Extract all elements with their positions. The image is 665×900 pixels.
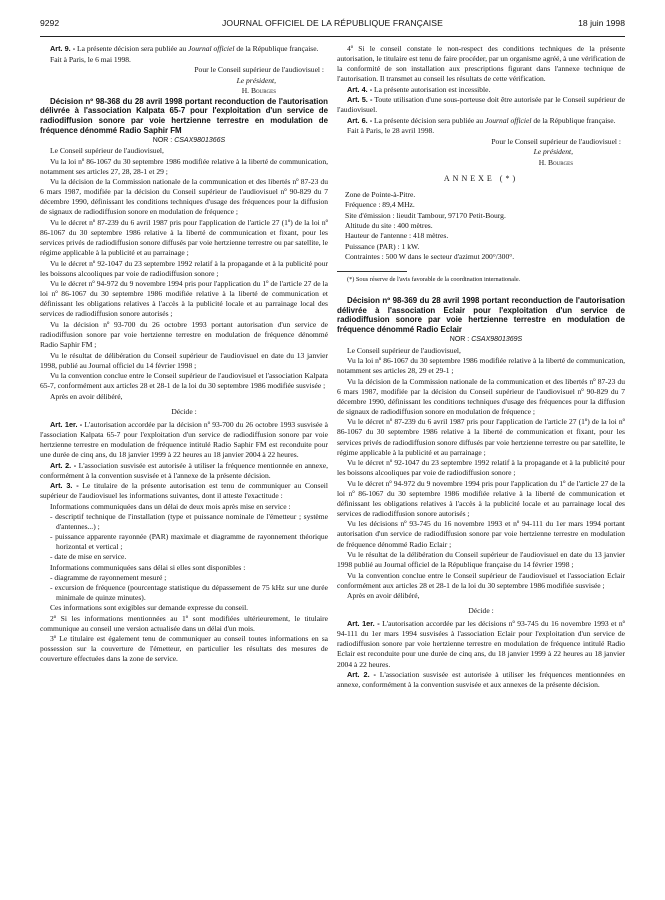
body-paragraph: Le Conseil supérieur de l'audiovisuel,: [50, 146, 164, 156]
annex-item: Fréquence : 89,4 MHz.: [345, 200, 415, 210]
signature-pour: Pour le Conseil supérieur de l'audiovisuel :: [194, 65, 324, 75]
fait-a-paris: Fait à Paris, le 28 avril 1998.: [347, 126, 435, 136]
article-5: Art. 5. - Toute utilisation d'une sous-porteuse doit être autorisée par le Conseil supérieur de l'audiovisuel.: [337, 95, 625, 115]
annex-item: Hauteur de l'antenne : 418 mètres.: [345, 231, 449, 241]
article-3-tail: 3º Le titulaire est également tenu de communiquer au conseil toutes informations en sa possession sur la couverture de l'émetteur, en particulier les résultats des mesures de couverture effectuées dans la zone de service.: [40, 634, 328, 664]
list-item: - puissance apparente rayonnée (PAR) maximale et diagramme de rayonnement théorique horizontal et vertical ;: [50, 532, 328, 552]
body-paragraph: Vu le décret nº 92-1047 du 23 septembre 1992 relatif à la propagande et à la publicité pour les boissons alcooliques par voie de radiodiffusion sonore ;: [337, 458, 625, 478]
journal-title: JOURNAL OFFICIEL DE LA RÉPUBLIQUE FRANÇAISE: [222, 18, 443, 28]
body-paragraph: Après en avoir délibéré,: [50, 391, 123, 401]
signature-role: Le président,: [533, 147, 573, 157]
decision-body: [40, 146, 328, 402]
signature-pour: Pour le Conseil supérieur de l'audiovisuel :: [491, 136, 621, 146]
body-paragraph: Vu le résultat de délibération du Conseil supérieur de l'audiovisuel en date du 13 janvier 1998, publié au Journal officiel du 14 février 1998 ;: [40, 350, 328, 370]
decide-heading: Décide :: [468, 606, 494, 616]
article-6: Art. 6. - La présente décision sera publiée au Journal officiel de la République française.: [347, 115, 616, 125]
body-paragraph: Vu le décret nº 94-972 du 9 novembre 1994 pris pour l'application du 1º de l'article 27 de la loi nº 86-1067 du 30 septembre 1986 modifiée relative à la liberté de communication et définissant les obligations relatives à l'accès à la publicité locale et au parrainage local des services de radiodiffusion sonore autorisés ;: [40, 279, 328, 319]
article-9: Art. 9. - La présente décision sera publiée au Journal officiel de la République française.: [50, 44, 319, 53]
right-column: [337, 44, 625, 691]
paragraph-4: 4º Si le conseil constate le non-respect des conditions techniques de la présente autorisation, le titulaire est tenu de faire procéder, par un organisme agréé, à une vérification de la conformité de son installation aux prescriptions figurant dans l'annexe technique de l'autorisation. Il transmet au conseil les résultats de cette vérification.: [337, 44, 625, 84]
left-column: [40, 44, 328, 665]
article-3-tail: 2º Si les informations mentionnées au 1º sont modifiées ultérieurement, le titulaire communique au conseil une version actualisée dans un délai d'un mois.: [40, 613, 328, 633]
body-paragraph: Vu le décret nº 87-239 du 6 avril 1987 pris pour l'application de l'article 27 (1º) de la loi nº 86-1067 du 30 septembre 1986 relative à la liberté de communication et fixant, pour les services privés de radiodiffusion sonore diffusés par voie hertzienne terrestre ou par satellite, le régime applicable à la publicité et au parrainage ;: [337, 417, 625, 457]
fait-a-paris: Fait à Paris, le 6 mai 1998.: [50, 54, 131, 64]
footnote-rule: [337, 271, 407, 272]
nor-reference: NOR : CSAX9801366S: [152, 136, 226, 144]
body-paragraph: Vu la convention conclue entre le Conseil supérieur de l'audiovisuel et l'association Eclair conformément aux articles 28 et 28-1 de la loi du 30 septembre 1986 modifiée susvisée ;: [337, 570, 625, 590]
article-1: Art. 1er. - L'autorisation accordée par les décisions nº 93-745 du 16 novembre 1993 et nº 94-111 du 1er mars 1994 susvisées à l'association Eclair pour l'exploitation d'un service de radiodiffusion sonore par voie hertzienne terrestre en modulation de fréquence intitulé Radio Eclair est reconduite pour une durée de cinq ans, du 18 janvier 1999 à 22 heures au 18 janvier 2004 à 22 heures.: [337, 619, 625, 669]
decision-title: Décision nº 98-369 du 28 avril 1998 portant reconduction de l'autorisation délivrée à l'association Eclair pour l'exploitation d'un service de radiodiffusion sonore par voie hertzienne terrestre en modulation de fréquence dénommé Radio Eclair: [337, 296, 625, 334]
page-header: [40, 18, 625, 32]
body-paragraph: Vu la loi nº 86-1067 du 30 septembre 1986 modifiée relative à la liberté de communication, notamment ses articles 27, 28, 28-1 et 29 ;: [40, 156, 328, 176]
article-2: Art. 2. - L'association susvisée est autorisée à utiliser la fréquence mentionnée en annexe, conformément à la convention susvisée et à l'annexe de la présente décision.: [40, 460, 328, 480]
body-paragraph: Vu le décret nº 94-972 du 9 novembre 1994 pris pour l'application du 1º de l'article 27 de la loi nº 86-1067 du 30 septembre 1986 modifiée relative à la liberté de communication et définissant les obligations relatives à l'accès à la publicité locale et au parrainage local des services de radiodiffusion sonore autorisés ;: [337, 478, 625, 518]
issue-date: 18 juin 1998: [578, 18, 625, 28]
decision-body: [337, 346, 625, 602]
body-paragraph: Vu les décisions nº 93-745 du 16 novembre 1993 et nº 94-111 du 1er mars 1994 portant autorisation d'un service de radiodiffusion sonore par voie hertzienne terrestre en modulation de fréquence dénommé Radio Eclair ;: [337, 519, 625, 549]
article-2: Art. 2. - L'association susvisée est autorisée à utiliser les fréquences mentionnées en annexe, conformément à la convention susvisée et aux annexes de la présente décision.: [337, 670, 625, 690]
decide-heading: Décide :: [171, 406, 197, 416]
article-4: Art. 4. - La présente autorisation est incessible.: [347, 84, 491, 94]
body-paragraph: Vu la loi nº 86-1067 du 30 septembre 1986 modifiée relative à la liberté de communication, notamment ses articles 28, 29 et 29-1 ;: [337, 356, 625, 376]
article-3-list1: [40, 512, 328, 562]
body-paragraph: Vu le décret nº 92-1047 du 23 septembre 1992 relatif à la propagande et à la publicité pour les boissons alcooliques par voie de radiodiffusion sonore ;: [40, 258, 328, 278]
footnote: (*) Sous réserve de l'avis favorable de la coordination internationale.: [347, 276, 521, 284]
page-number: 9292: [40, 18, 60, 28]
list-item: - diagramme de rayonnement mesuré ;: [50, 573, 167, 583]
body-paragraph: Le Conseil supérieur de l'audiovisuel,: [347, 345, 461, 355]
body-paragraph: Vu la décision de la Commission nationale de la communication et des libertés nº 87-23 du 6 mars 1987, modifiée par la décision du Conseil supérieur de l'audiovisuel nº 90-829 du 7 décembre 1990, définissant les conditions techniques d'usage des fréquences pour la diffusion de signaux de radiodiffusion sonore en modulation de fréquence ;: [337, 376, 625, 416]
annex-item: Contraintes : 500 W dans le secteur d'azimut 200°/300°.: [345, 251, 515, 261]
body-paragraph: Vu la décision de la Commission nationale de la communication et des libertés nº 87-23 du 6 mars 1987, modifiée par la décision du Conseil supérieur de l'audiovisuel nº 90-829 du 7 décembre 1990, définissant les conditions techniques d'usage des fréquences pour la diffusion de signaux de radiodiffusion sonore en modulation de fréquence ;: [40, 177, 328, 217]
body-paragraph: Après en avoir délibéré,: [347, 591, 420, 601]
list-item: - descriptif technique de l'installation (type et puissance nominale de l'émetteur ; système d'antennes...) ;: [50, 512, 328, 532]
list-item: - excursion de fréquence (pourcentage statistique du dépassement de 75 kHz sur une durée minimale de quinze minutes).: [50, 583, 328, 603]
nor-reference: NOR : CSAX9801369S: [449, 336, 523, 344]
annex-item: Zone de Pointe-à-Pitre.: [345, 190, 416, 200]
annex-item: Site d'émission : lieudit Tambour, 97170 Petit-Bourg.: [345, 210, 506, 220]
annex-item: Altitude du site : 400 mètres.: [345, 221, 433, 230]
body-paragraph: Vu la convention conclue entre le Conseil supérieur de l'audiovisuel et l'association Kalpata 65-7, conformément aux articles 28 et 28-1 de la loi du 30 septembre 1986 modifiée susvisée ;: [40, 371, 328, 391]
signature-name: H. Bourges: [241, 86, 276, 96]
body-paragraph: Vu le décret nº 87-239 du 6 avril 1987 pris pour l'application de l'article 27 (1º) de la loi nº 86-1067 du 30 septembre 1986 relative à la liberté de communication et fixant, pour les services privés de radiodiffusion sonore diffusés par voie hertzienne terrestre ou par satellite, le régime applicable à la publicité et au parrainage ;: [40, 217, 328, 258]
article-3-sub1: Informations communiquées dans un délai de deux mois après mise en service :: [50, 501, 291, 511]
annex-item: Puissance (PAR) : 1 kW.: [345, 241, 420, 251]
list-item: - date de mise en service.: [50, 552, 127, 562]
article-1: Art. 1er. - L'autorisation accordée par la décision nº 93-700 du 26 octobre 1993 susvisée à l'association Kalpata 65-7 pour l'exploitation d'un service de radiodiffusion sonore par voie hertzienne terrestre en modulation de fréquence intitulé Radio Saphir FM est reconduite pour une durée de cinq ans, du 18 janvier 1999 à 22 heures au 18 janvier 2004 à 22 heures.: [40, 419, 328, 460]
article-3-list2: [40, 573, 328, 603]
body-paragraph: Vu le résultat de la délibération du Conseil supérieur de l'audiovisuel en date du 13 janvier 1998 publié au Journal officiel de la République française du 14 février 1998 ;: [337, 550, 625, 570]
annexe-heading: ANNEXE (*): [443, 174, 519, 184]
signature-role: Le président,: [236, 75, 276, 85]
annex-list: [337, 190, 625, 262]
article-3: Art. 3. - Le titulaire de la présente autorisation est tenu de communiquer au Conseil supérieur de l'audiovisuel les informations suivantes, dont il atteste l'exactitude :: [40, 481, 328, 501]
decision-title: Décision nº 98-368 du 28 avril 1998 portant reconduction de l'autorisation délivrée à l'association Kalpata 65-7 pour l'exploitation d'un service de radiodiffusion sonore par voie hertzienne terrestre en modulation de fréquence dénommé Radio Saphir FM: [40, 96, 328, 135]
header-rule: [40, 36, 625, 37]
article-3-sub2: Informations communiquées sans délai si elles sont disponibles :: [50, 562, 246, 572]
body-paragraph: Vu la décision nº 93-700 du 26 octobre 1993 portant autorisation d'un service de radiodiffusion sonore par voie hertzienne terrestre en modulation de fréquence dénommé Radio Saphir FM ;: [40, 319, 328, 350]
article-3-tail: Ces informations sont exigibles sur demande expresse du conseil.: [50, 603, 249, 613]
signature-name: H. Bourges: [538, 158, 573, 168]
